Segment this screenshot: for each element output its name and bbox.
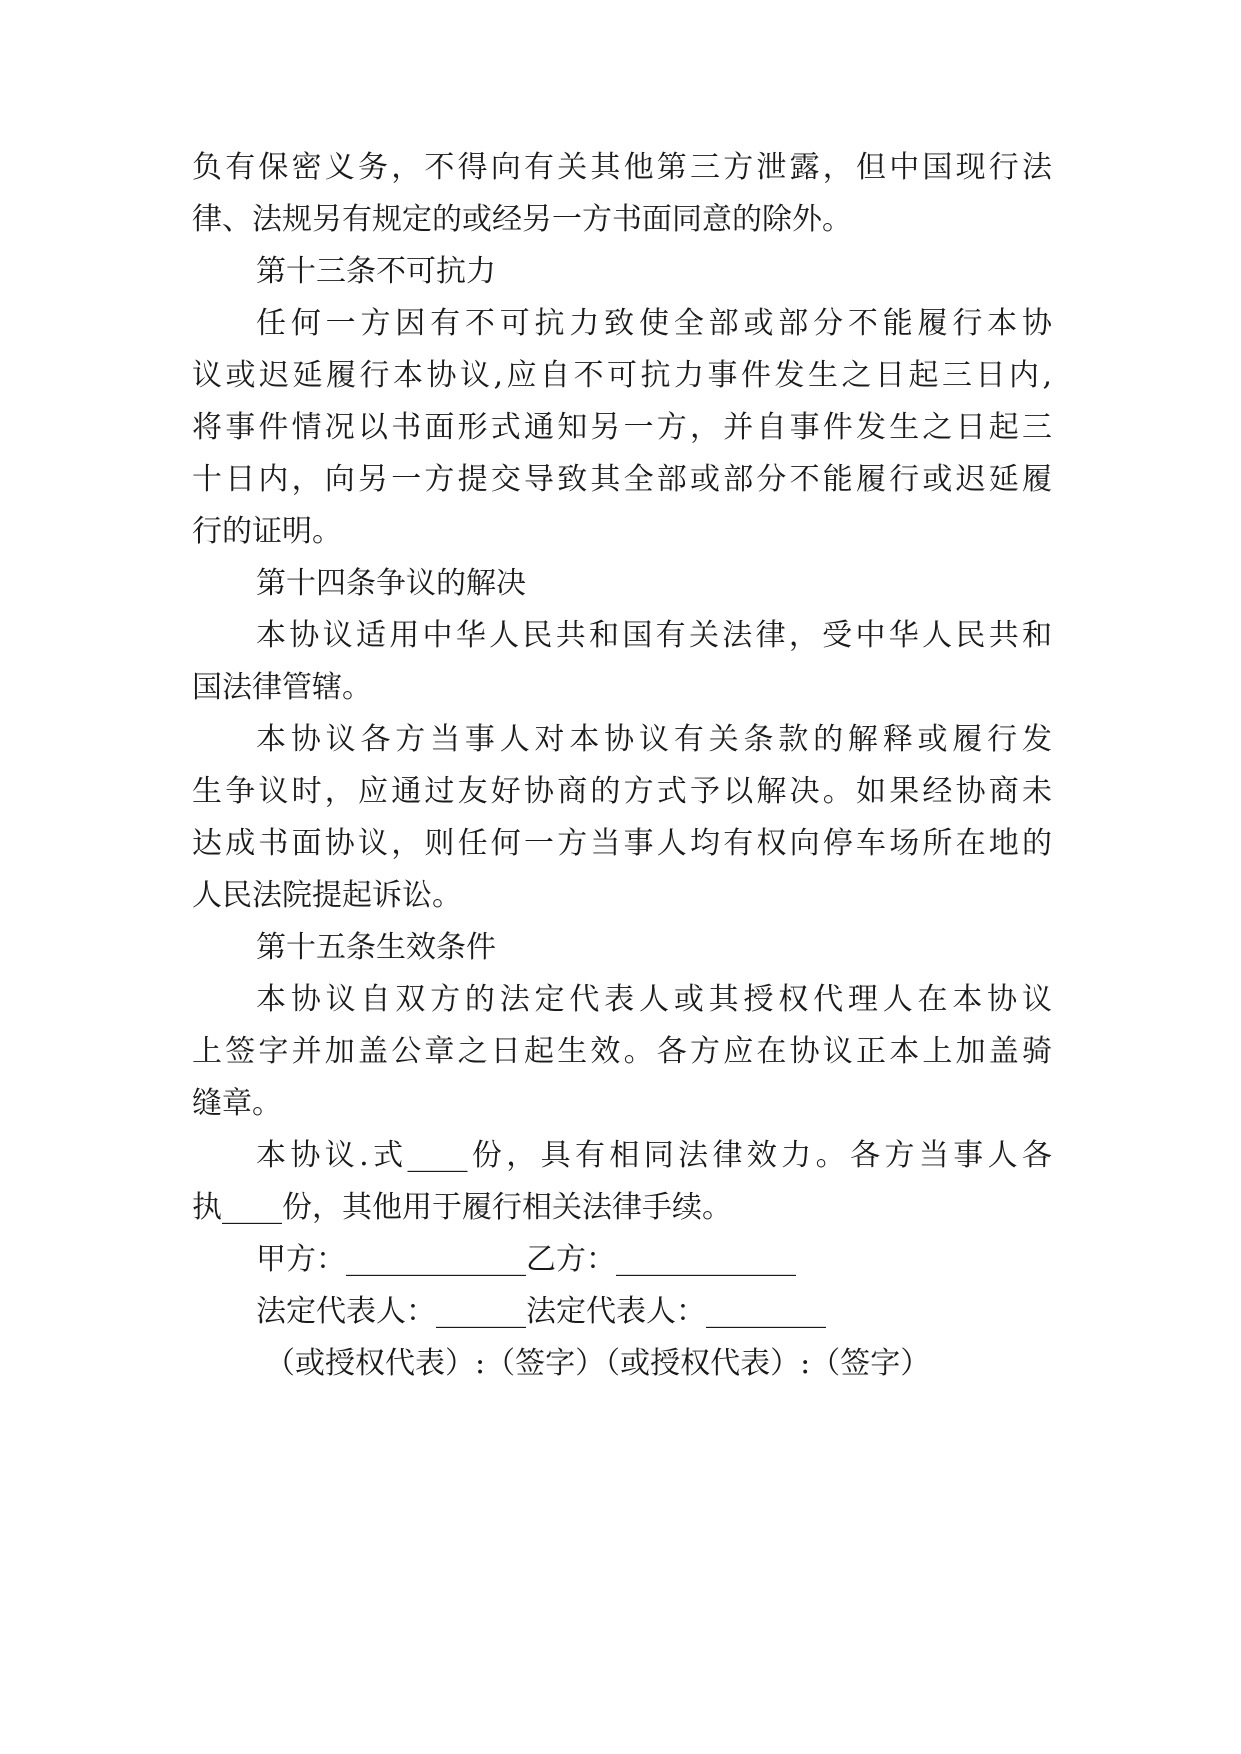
paragraph-line: 本协议适用中华人民共和国有关法律，受中华人民共和 bbox=[256, 618, 1052, 653]
section-heading: 第十三条不可抗力 bbox=[256, 254, 496, 289]
paragraph-line: 上签字并加盖公章之日起生效。各方应在协议正本上加盖骑 bbox=[192, 1034, 1052, 1069]
paragraph-line: 执____份，其他用于履行相关法律手续。 bbox=[192, 1190, 732, 1225]
paragraph-line: 本协议.式____份，具有相同法律效力。各方当事人各 bbox=[256, 1138, 1052, 1173]
paragraph-line: 人民法院提起诉讼。 bbox=[192, 878, 462, 913]
paragraph-line: 任何一方因有不可抗力致使全部或部分不能履行本协 bbox=[256, 306, 1052, 341]
paragraph-line: 行的证明。 bbox=[192, 514, 342, 549]
paragraph-line: 本协议各方当事人对本协议有关条款的解释或履行发 bbox=[256, 722, 1052, 757]
paragraph-line: 达成书面协议，则任何一方当事人均有权向停车场所在地的 bbox=[192, 826, 1052, 861]
signature-authorized: （或授权代表）:（签字）（或授权代表）:（签字） bbox=[265, 1346, 931, 1381]
paragraph-line: 生争议时，应通过友好协商的方式予以解决。如果经协商未 bbox=[192, 774, 1052, 809]
paragraph-line: 国法律管辖。 bbox=[192, 670, 372, 705]
paragraph-line: 本协议自双方的法定代表人或其授权代理人在本协议 bbox=[256, 982, 1052, 1017]
paragraph-line: 议或迟延履行本协议,应自不可抗力事件发生之日起三日内, bbox=[192, 358, 1052, 393]
signature-parties: 甲方：____________乙方：____________ bbox=[256, 1242, 796, 1277]
paragraph-line: 负有保密义务，不得向有关其他第三方泄露，但中国现行法 bbox=[192, 150, 1052, 185]
paragraph-line: 律、法规另有规定的或经另一方书面同意的除外。 bbox=[192, 202, 852, 237]
paragraph-line: 将事件情况以书面形式通知另一方，并自事件发生之日起三 bbox=[192, 410, 1052, 445]
section-heading: 第十四条争议的解决 bbox=[256, 566, 526, 601]
section-heading: 第十五条生效条件 bbox=[256, 930, 496, 965]
paragraph-line: 缝章。 bbox=[192, 1086, 282, 1121]
signature-representatives: 法定代表人：______法定代表人：________ bbox=[256, 1294, 826, 1329]
paragraph-line: 十日内，向另一方提交导致其全部或部分不能履行或迟延履 bbox=[192, 462, 1052, 497]
